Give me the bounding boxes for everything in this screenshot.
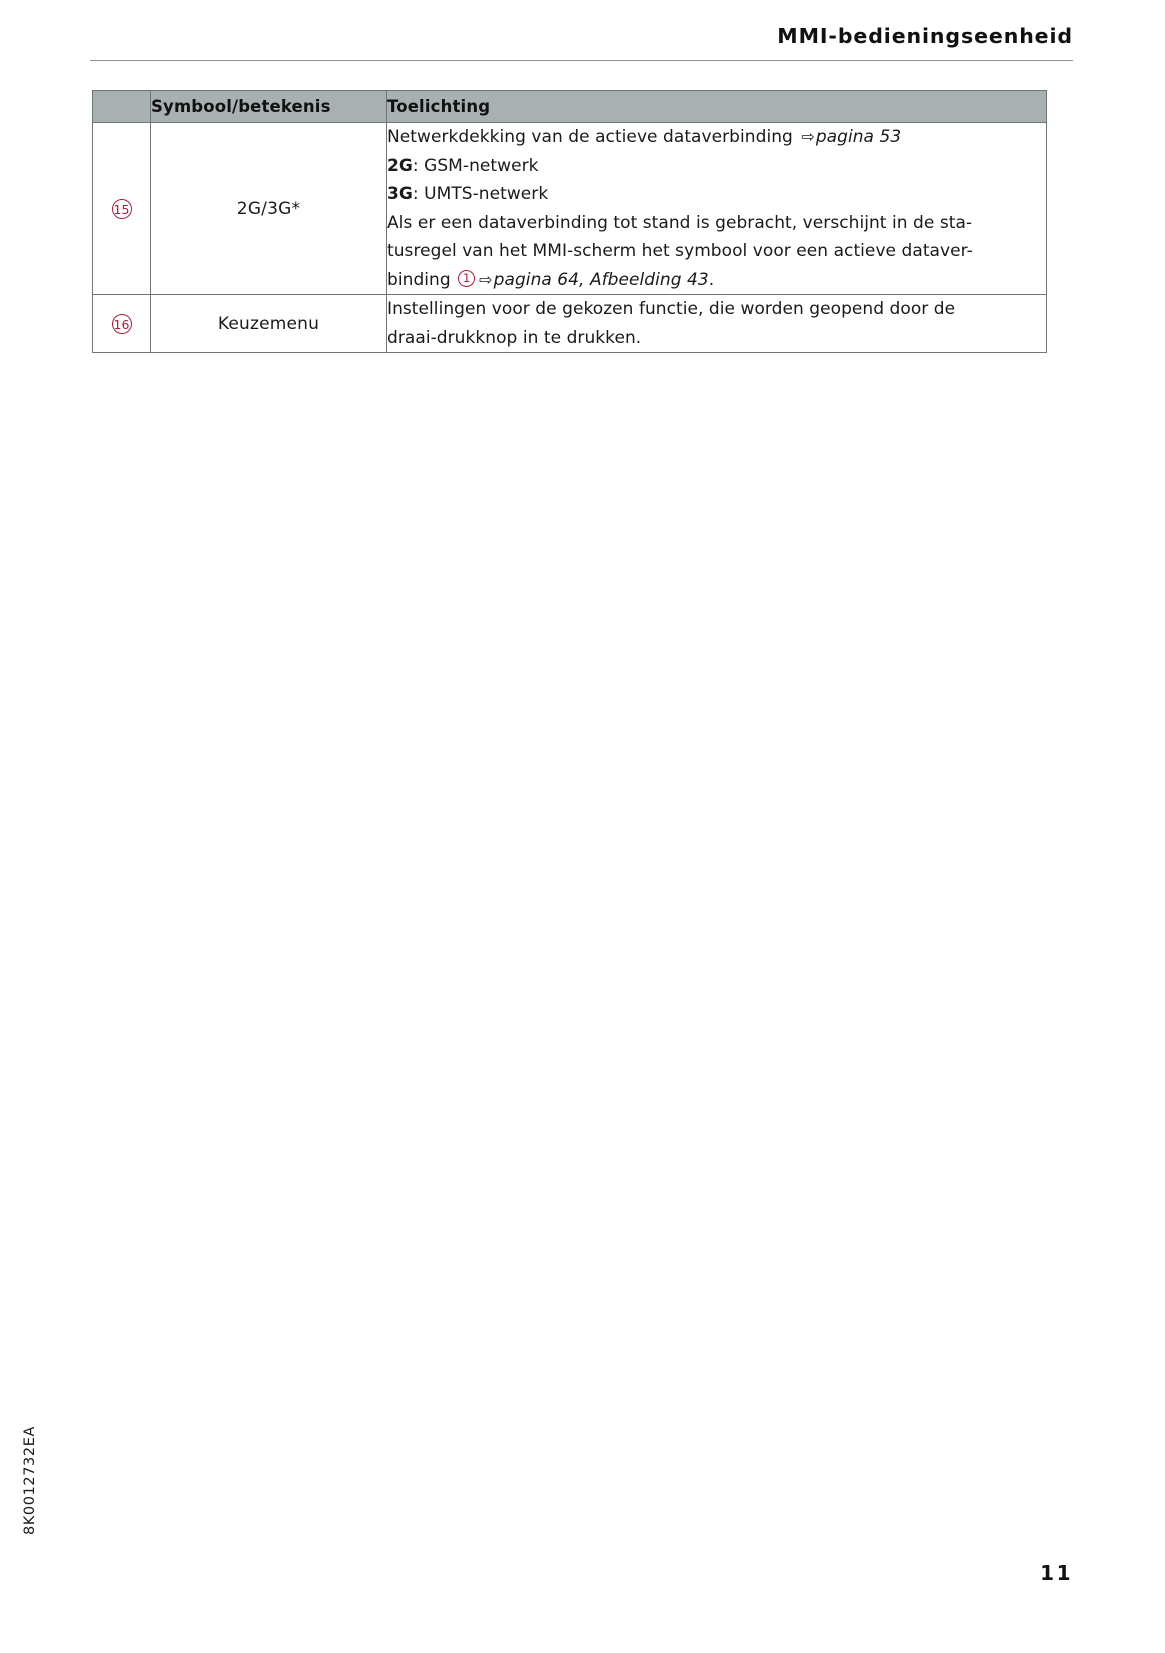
explanation-line <box>387 295 1046 324</box>
body-text: Instellingen voor de gekozen functie, die worden geopend door de <box>387 299 956 319</box>
explanation-line <box>387 209 1046 238</box>
body-text: tusregel van het MMI-scherm het symbool voor een actieve dataver- <box>387 241 973 261</box>
table-row <box>93 295 1047 353</box>
symbol-cell: Keuzemenu <box>151 295 387 353</box>
emphasis-text: 2G <box>387 155 413 176</box>
body-text: draai-drukknop in te drukken. <box>387 327 642 348</box>
page-header <box>90 26 1073 62</box>
circled-number-badge: 15 <box>112 199 132 219</box>
explanation-cell <box>387 123 1047 295</box>
table-header-row <box>93 91 1047 123</box>
circled-number-badge: 16 <box>112 314 132 334</box>
emphasis-text: 3G <box>387 184 413 204</box>
cross-reference-arrow-icon: ⇨ <box>479 269 493 289</box>
body-text: Als er een dataverbinding tot stand is gebracht, verschijnt in de sta- <box>387 212 973 233</box>
body-text: binding <box>387 269 457 290</box>
cross-reference-text: pagina 53 <box>815 127 902 147</box>
explanation-line <box>387 324 1046 353</box>
explanation-line <box>387 266 1046 295</box>
body-text: Netwerkdekking van de actieve dataverbinding <box>387 127 799 147</box>
page-title: MMI-bedieningseenheid <box>777 24 1073 48</box>
explanation-line <box>387 152 1046 181</box>
explanation-line <box>387 237 1046 266</box>
symbol-cell: 2G/3G* <box>151 123 387 295</box>
header-divider <box>90 60 1073 61</box>
table-body <box>93 123 1047 353</box>
table-row <box>93 123 1047 295</box>
table-header <box>93 91 1047 123</box>
column-header-symbol: Symbool/betekenis <box>151 91 387 123</box>
explanation-line <box>387 180 1046 209</box>
symbol-legend-table <box>92 90 1047 353</box>
circled-number-badge: 1 <box>458 270 475 287</box>
page-number: 11 <box>1040 1561 1073 1585</box>
explanation-line <box>387 123 1046 152</box>
column-header-explanation: Toelichting <box>387 91 1047 123</box>
publication-code: 8K0012732EA <box>22 1426 38 1535</box>
body-text: : UMTS-netwerk <box>412 184 549 204</box>
explanation-cell <box>387 295 1047 353</box>
row-index-cell <box>93 295 151 353</box>
row-index-cell <box>93 123 151 295</box>
body-text: . <box>708 269 715 290</box>
column-header-index <box>93 91 151 123</box>
cross-reference-text: pagina 64, Afbeelding 43 <box>493 269 709 290</box>
cross-reference-arrow-icon: ⇨ <box>801 127 815 146</box>
body-text: : GSM-netwerk <box>412 155 539 176</box>
